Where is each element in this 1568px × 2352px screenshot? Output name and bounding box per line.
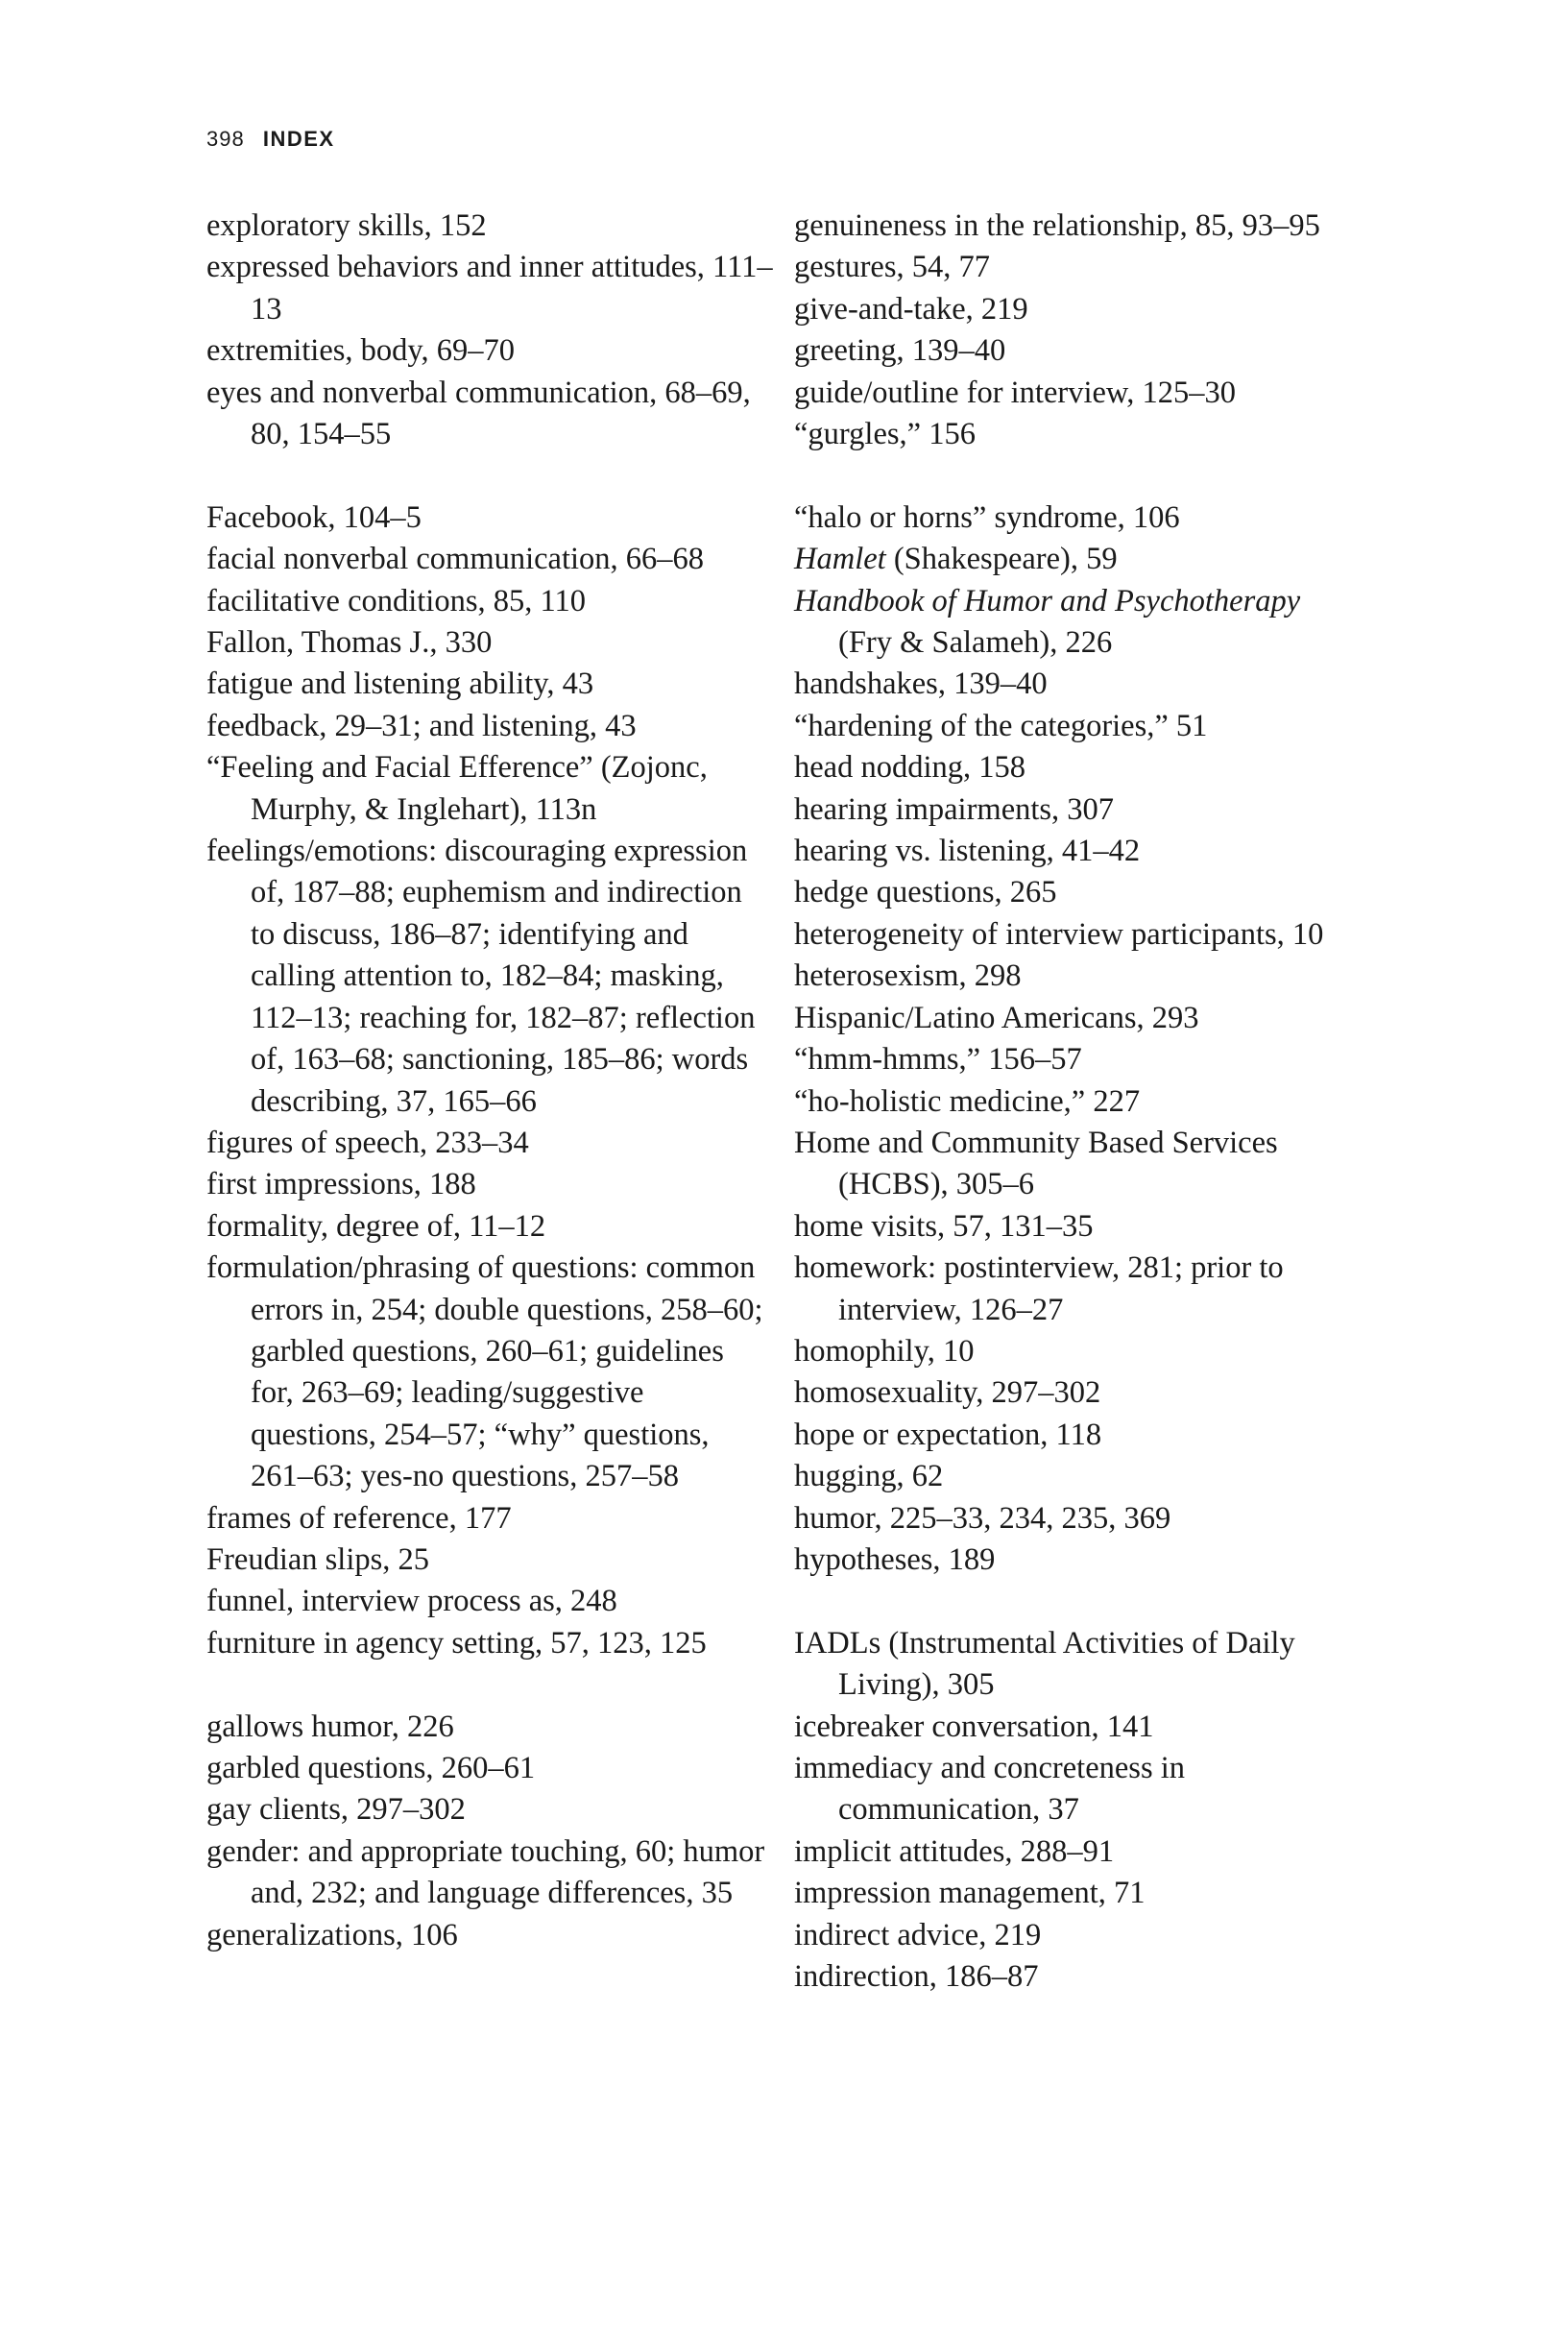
index-entry (794, 1623, 1361, 1707)
index-entry (794, 914, 1361, 956)
index-entry (794, 998, 1361, 1039)
index-entry (794, 1372, 1361, 1414)
index-entry (206, 622, 773, 664)
entry-term: feelings/emotions: discouraging expression of, 187–88; euphemism and indirection to discuss, 186–87; identifying and calling attention to, 182–84; masking, 112–13; reaching for, 182–87; reflection of, 163–68; sanctioning, 185–86; words describing, 37, 165–66 (206, 834, 756, 1119)
entry-term: hugging, 62 (794, 1459, 944, 1494)
index-entry (794, 1081, 1361, 1123)
entry-term: fatigue and listening ability, 43 (206, 667, 594, 702)
entry-term: expressed behaviors and inner attitudes, 111–13 (206, 250, 773, 327)
section-title: INDEX (262, 127, 335, 151)
entry-term: gallows humor, 226 (206, 1709, 454, 1744)
entry-term: heterosexism, 298 (794, 958, 1022, 994)
letter-group-gap (794, 1581, 1361, 1622)
index-entry (794, 1831, 1361, 1873)
entry-term: garbled questions, 260–61 (206, 1751, 536, 1785)
index-entry (206, 1540, 773, 1581)
entry-term: immediacy and concreteness in communication, 37 (794, 1751, 1185, 1828)
entry-term: impression management, 71 (794, 1876, 1146, 1911)
entry-text: (Fry & Salameh), 226 (838, 625, 1113, 661)
index-entry (794, 1331, 1361, 1372)
entry-term: homophily, 10 (794, 1333, 975, 1369)
letter-group-gap (794, 455, 1361, 497)
letter-group-gap (206, 1664, 773, 1706)
entry-term: generalizations, 106 (206, 1917, 458, 1952)
entry-term: facial nonverbal communication, 66–68 (206, 542, 705, 577)
entry-term: formality, degree of, 11–12 (206, 1208, 546, 1244)
index-entry (206, 373, 773, 456)
entry-term: “gurgles,” 156 (794, 417, 976, 452)
entry-term: IADLs (Instrumental Activities of Daily Living), 305 (794, 1625, 1295, 1703)
entry-term: feedback, 29–31; and listening, 43 (206, 708, 637, 743)
index-entry (794, 956, 1361, 997)
entry-term: “hmm-hmms,” 156–57 (794, 1042, 1082, 1078)
index-entry (794, 1915, 1361, 1956)
entry-term: handshakes, 139–40 (794, 667, 1048, 702)
index-column-right (794, 206, 1361, 1998)
entry-term: gender: and appropriate touching, 60; humor and, 232; and language differences, 35 (206, 1833, 765, 1911)
index-entry (794, 831, 1361, 872)
running-head (206, 127, 335, 152)
index-entry (206, 831, 773, 1123)
entry-term: genuineness in the relationship, 85, 93–95 (794, 208, 1320, 243)
entry-term: furniture in agency setting, 57, 123, 125 (206, 1625, 707, 1661)
entry-term: frames of reference, 177 (206, 1500, 512, 1536)
index-entry (206, 497, 773, 539)
index-column-left (206, 206, 773, 1956)
entry-term: figures of speech, 233–34 (206, 1125, 529, 1160)
index-entry (794, 1456, 1361, 1497)
entry-term: “hardening of the categories,” 51 (794, 708, 1208, 743)
index-entry (206, 1831, 773, 1915)
index-entry (206, 747, 773, 831)
index-entry (206, 1581, 773, 1622)
entry-term: implicit attitudes, 288–91 (794, 1833, 1115, 1869)
index-entry (794, 747, 1361, 788)
index-entry (794, 539, 1361, 580)
entry-term: indirect advice, 219 (794, 1917, 1042, 1952)
index-entry (794, 1956, 1361, 1998)
index-entry (794, 1707, 1361, 1748)
index-entry (794, 206, 1361, 247)
entry-term: icebreaker conversation, 141 (794, 1709, 1154, 1744)
index-entry (794, 247, 1361, 288)
entry-text: (Shakespeare), 59 (885, 542, 1118, 577)
index-entry (794, 1039, 1361, 1080)
entry-term: homework: postinterview, 281; prior to interview, 126–27 (794, 1250, 1284, 1327)
index-entry (794, 1415, 1361, 1456)
index-entry (794, 414, 1361, 455)
index-entry (206, 1707, 773, 1748)
entry-term: “Feeling and Facial Efference” (Zojonc, Murphy, & Inglehart), 113n (206, 750, 708, 827)
entry-term: Home and Community Based Services (HCBS), 305–6 (794, 1125, 1278, 1202)
index-entry (206, 1748, 773, 1789)
entry-term: heterogeneity of interview participants, 10 (794, 916, 1324, 952)
index-entry (206, 206, 773, 247)
entry-term: head nodding, 158 (794, 750, 1026, 786)
entry-term: Freudian slips, 25 (206, 1541, 430, 1577)
entry-term: hedge questions, 265 (794, 875, 1057, 910)
entry-term: guide/outline for interview, 125–30 (794, 375, 1237, 410)
letter-group-gap (206, 455, 773, 497)
index-entry (206, 581, 773, 622)
entry-term: facilitative conditions, 85, 110 (206, 583, 587, 618)
index-entry (206, 1206, 773, 1248)
index-entry (206, 539, 773, 580)
entry-term: hearing impairments, 307 (794, 791, 1115, 827)
index-entry (206, 1248, 773, 1497)
entry-term: “ho-holistic medicine,” 227 (794, 1083, 1141, 1119)
index-entry (206, 1789, 773, 1831)
entry-term: Handbook of Humor and Psychotherapy (794, 583, 1301, 618)
entry-term: home visits, 57, 131–35 (794, 1208, 1094, 1244)
index-entry (794, 581, 1361, 665)
entry-term: Facebook, 104–5 (206, 499, 422, 535)
entry-term: hypotheses, 189 (794, 1541, 996, 1577)
entry-term: gay clients, 297–302 (206, 1792, 466, 1828)
index-entry (794, 664, 1361, 705)
entry-term: hearing vs. listening, 41–42 (794, 834, 1141, 869)
index-entry (794, 1206, 1361, 1248)
index-entry (794, 1540, 1361, 1581)
entry-term: extremities, body, 69–70 (206, 333, 516, 369)
entry-term: Fallon, Thomas J., 330 (206, 625, 493, 661)
entry-term: Hispanic/Latino Americans, 293 (794, 1000, 1199, 1035)
entry-term: indirection, 186–87 (794, 1959, 1039, 1995)
index-entry (794, 1248, 1361, 1331)
index-entry (206, 1623, 773, 1664)
index-entry (206, 1498, 773, 1540)
index-entry (206, 664, 773, 705)
entry-term: give-and-take, 219 (794, 291, 1028, 327)
index-entry (794, 1873, 1361, 1914)
index-entry (206, 247, 773, 330)
entry-term: formulation/phrasing of questions: common errors in, 254; double questions, 258–60; garbled questions, 260–61; guidelines for, 263–69; leading/suggestive questions, 254–57; “why” questions, 261–63; yes-no questions, 257–58 (206, 1250, 763, 1494)
index-entry (794, 1748, 1361, 1831)
entry-term: eyes and nonverbal communication, 68–69, 80, 154–55 (206, 375, 751, 452)
index-entry (206, 1915, 773, 1956)
index-entry (206, 330, 773, 372)
entry-term: hope or expectation, 118 (794, 1417, 1102, 1452)
index-entry (794, 330, 1361, 372)
index-entry (794, 497, 1361, 539)
entry-term: “halo or horns” syndrome, 106 (794, 499, 1180, 535)
index-entry (206, 1164, 773, 1205)
entry-term: Hamlet (794, 542, 886, 577)
entry-term: gestures, 54, 77 (794, 250, 990, 285)
entry-term: funnel, interview process as, 248 (206, 1584, 617, 1619)
index-entry (794, 1123, 1361, 1206)
entry-term: homosexuality, 297–302 (794, 1375, 1101, 1411)
index-entry (794, 872, 1361, 913)
entry-term: first impressions, 188 (206, 1167, 476, 1202)
entry-term: greeting, 139–40 (794, 333, 1006, 369)
index-entry (794, 289, 1361, 330)
entry-term: humor, 225–33, 234, 235, 369 (794, 1500, 1171, 1536)
index-entry (794, 789, 1361, 831)
index-entry (206, 1123, 773, 1164)
index-entry (794, 706, 1361, 747)
page-number: 398 (206, 127, 245, 151)
index-entry (206, 706, 773, 747)
index-entry (794, 373, 1361, 414)
entry-term: exploratory skills, 152 (206, 208, 487, 243)
index-entry (794, 1498, 1361, 1540)
